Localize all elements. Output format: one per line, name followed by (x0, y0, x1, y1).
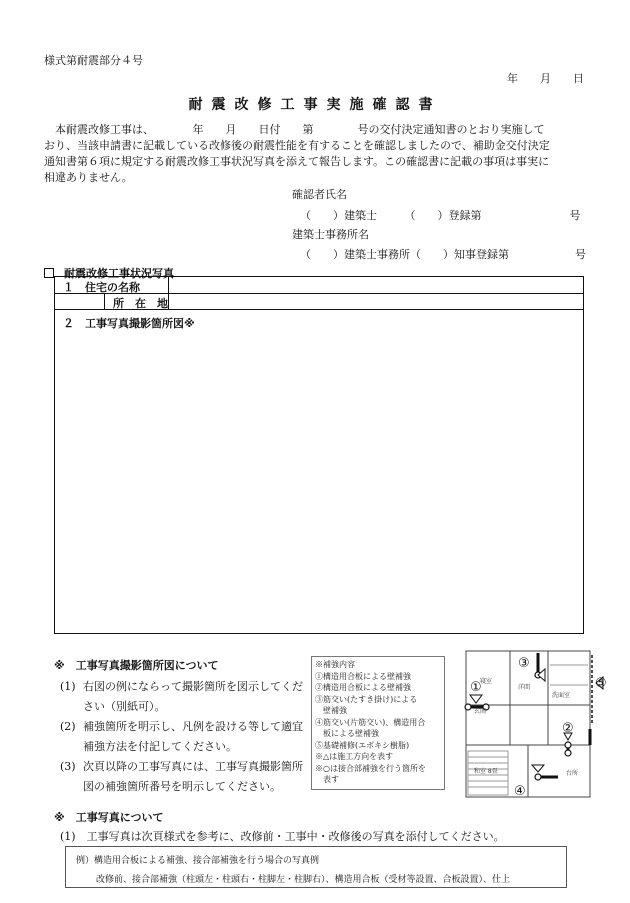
office-line: （ ）建築士事務所（ ）知事登録第 号 (300, 248, 586, 261)
room-label: 台所 (566, 770, 579, 777)
note-number: (2) (60, 720, 76, 733)
office-label: 建築士事務所名 (292, 228, 369, 241)
marker-5: ⑤ (595, 676, 607, 691)
note-text: 次頁以降の工事写真には、工事写真撮影箇所図の補強箇所番号を明示してください。 (83, 760, 303, 793)
legend-line: 表す (315, 775, 339, 784)
room-label: 洋間 (518, 684, 531, 691)
form-number: 様式第耐震部分４号 (44, 54, 143, 67)
legend-line: 壁補強 (315, 706, 347, 715)
intro-line: 通知書第６項に規定する耐震改修工事状況写真を添えて報告します。この確認書に記載の事項は事実に (44, 155, 550, 168)
room-label: 和室 8畳 (474, 768, 498, 775)
legend-line: ③筋交い(たすき掛け)による (315, 694, 418, 704)
confirmer-label: 確認者氏名 (292, 188, 347, 201)
intro-line: 相違ありません。 (44, 171, 133, 184)
room-label: 洗面室 (552, 692, 571, 699)
intro-paragraph (44, 122, 588, 186)
legend-line: ※補強内容 (315, 660, 355, 669)
notes-heading: ※ 工事写真撮影箇所図について (54, 659, 219, 672)
photos-heading: ※ 工事写真について (54, 811, 164, 824)
photos-note: (1) 工事写真は次頁様式を参考に、改修前・工事中・改修後の写真を添付してください。 (60, 830, 505, 843)
note-text: 右図の例にならって撮影箇所を図示してください（別紙可）。 (83, 680, 303, 713)
marker-2: ② (562, 721, 574, 736)
note-text: 補強箇所を明示し、凡例を設ける等して適宜補強方法を付記してください。 (83, 720, 303, 753)
note-item (60, 717, 310, 757)
photo-location-diagram-label: ２ 工事写真撮影箇所図※ (63, 317, 195, 330)
marker-1: ① (470, 680, 482, 695)
legend-line: ②構造用合板による壁補強 (315, 683, 411, 692)
legend-line: ※○は接合部補強を行う箇所を (315, 763, 426, 773)
example-body: 改修前、接合部補強（柱頭左・柱頭右・柱脚左・柱脚右）、構造用合板（受材等設置、合板設置）、仕上 (96, 875, 511, 885)
note-item (60, 677, 310, 717)
reinforcement-legend (311, 656, 445, 790)
note-number: (3) (60, 760, 76, 773)
legend-line: 板による壁補強 (315, 729, 379, 738)
section-title: 耐震改修工事状況写真 (64, 267, 174, 280)
photo-location-table (54, 276, 584, 634)
marker-4: ④ (514, 784, 526, 799)
example-box (65, 846, 567, 888)
address-label: 所 在 地 (113, 297, 168, 310)
marker-3: ③ (518, 656, 530, 671)
intro-line: おり、当該申請書に記載している改修後の耐震性能を有することを確認しましたので、補助金交付決定 (44, 139, 550, 152)
document-title: 耐震改修工事実施確認書 (188, 97, 442, 113)
legend-line: ⑤基礎補修(エポキシ樹脂) (315, 740, 410, 750)
legend-line: ※△は施工方向を表す (315, 752, 394, 761)
example-title: 例）構造用合板による補強、接合部補強を行う場合の写真例 (76, 856, 320, 866)
house-name-label: １ 住宅の名称 (63, 281, 140, 294)
room-label: 玄関 (474, 708, 487, 715)
room-label: 寝室 (480, 678, 493, 685)
date-line: 年 月 日 (507, 72, 584, 85)
checkbox-square-icon (44, 268, 54, 278)
legend-line: ④筋交い(片筋交い)、構造用合 (315, 717, 426, 727)
note-item (60, 757, 310, 797)
architect-line: （ ）建築士 （ ）登録第 号 (300, 209, 581, 222)
note-number: (1) (60, 680, 76, 693)
floor-plan-diagram (450, 645, 610, 805)
intro-line: 本耐震改修工事は、 年 月 日付 第 号の交付決定通知書のとおり実施して (55, 123, 545, 136)
legend-line: ①構造用合板による壁補強 (315, 671, 411, 681)
